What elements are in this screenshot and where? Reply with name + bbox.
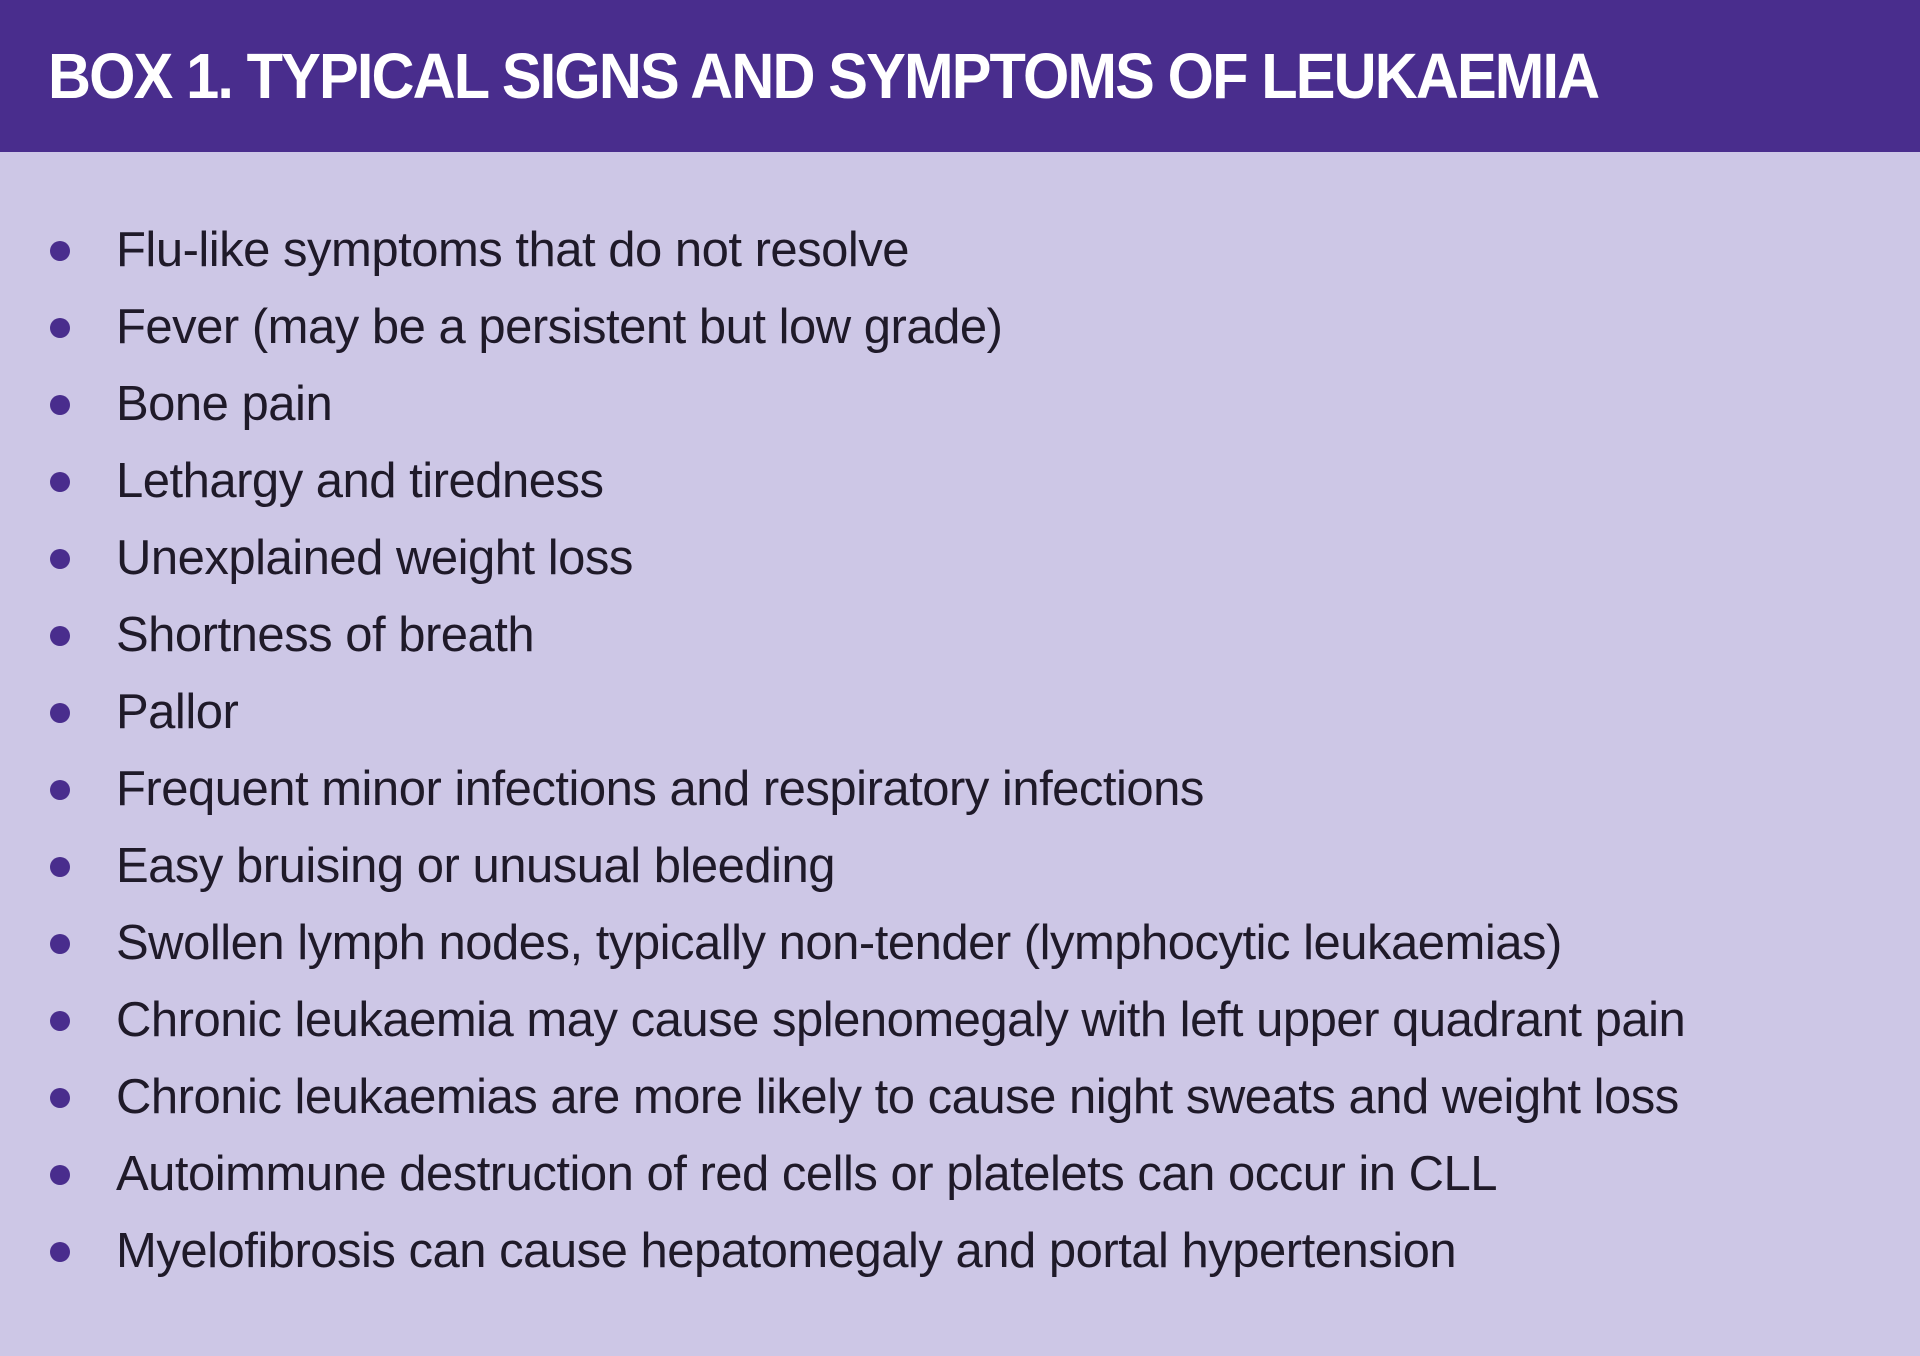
bullet-icon	[50, 780, 70, 800]
list-item	[0, 1136, 1920, 1213]
bullet-icon	[50, 857, 70, 877]
list-item	[0, 674, 1920, 751]
list-item	[0, 751, 1920, 828]
list-item-text: Frequent minor infections and respiratory infections	[116, 762, 1204, 816]
list-item-text: Flu-like symptoms that do not resolve	[116, 223, 910, 277]
list-item-text: Easy bruising or unusual bleeding	[116, 839, 835, 893]
list-item	[0, 366, 1920, 443]
list-item	[0, 1059, 1920, 1136]
list-item	[0, 520, 1920, 597]
list-item	[0, 443, 1920, 520]
list-item-text: Chronic leukaemias are more likely to cause night sweats and weight loss	[116, 1070, 1679, 1124]
bullet-icon	[50, 241, 70, 261]
bullet-icon	[50, 626, 70, 646]
bullet-icon	[50, 703, 70, 723]
bullet-icon	[50, 395, 70, 415]
list-item-text: Shortness of breath	[116, 608, 535, 662]
bullet-icon	[50, 472, 70, 492]
bullet-icon	[50, 934, 70, 954]
list-item-text: Swollen lymph nodes, typically non-tender (lymphocytic leukaemias)	[116, 916, 1562, 970]
list-item	[0, 597, 1920, 674]
list-item-text: Unexplained weight loss	[116, 531, 633, 585]
list-item-text: Chronic leukaemia may cause splenomegaly with left upper quadrant pain	[116, 993, 1686, 1047]
list-item-text: Lethargy and tiredness	[116, 454, 604, 508]
list-item	[0, 828, 1920, 905]
bullet-icon	[50, 318, 70, 338]
list-item	[0, 289, 1920, 366]
list-item-text: Fever (may be a persistent but low grade)	[116, 300, 1003, 354]
bullet-icon	[50, 549, 70, 569]
bullet-icon	[50, 1088, 70, 1108]
symptom-list	[0, 212, 1920, 1290]
bullet-icon	[50, 1165, 70, 1185]
list-item-text: Myelofibrosis can cause hepatomegaly and portal hypertension	[116, 1224, 1457, 1278]
box-title: BOX 1. TYPICAL SIGNS AND SYMPTOMS OF LEUKAEMIA	[48, 40, 1599, 112]
list-item-text: Pallor	[116, 685, 239, 739]
list-item-text: Autoimmune destruction of red cells or platelets can occur in CLL	[116, 1147, 1498, 1201]
list-item	[0, 905, 1920, 982]
list-item	[0, 1213, 1920, 1290]
bullet-icon	[50, 1011, 70, 1031]
list-item-text: Bone pain	[116, 377, 333, 431]
bullet-icon	[50, 1242, 70, 1262]
list-item	[0, 982, 1920, 1059]
box-header	[0, 0, 1920, 152]
list-item	[0, 212, 1920, 289]
